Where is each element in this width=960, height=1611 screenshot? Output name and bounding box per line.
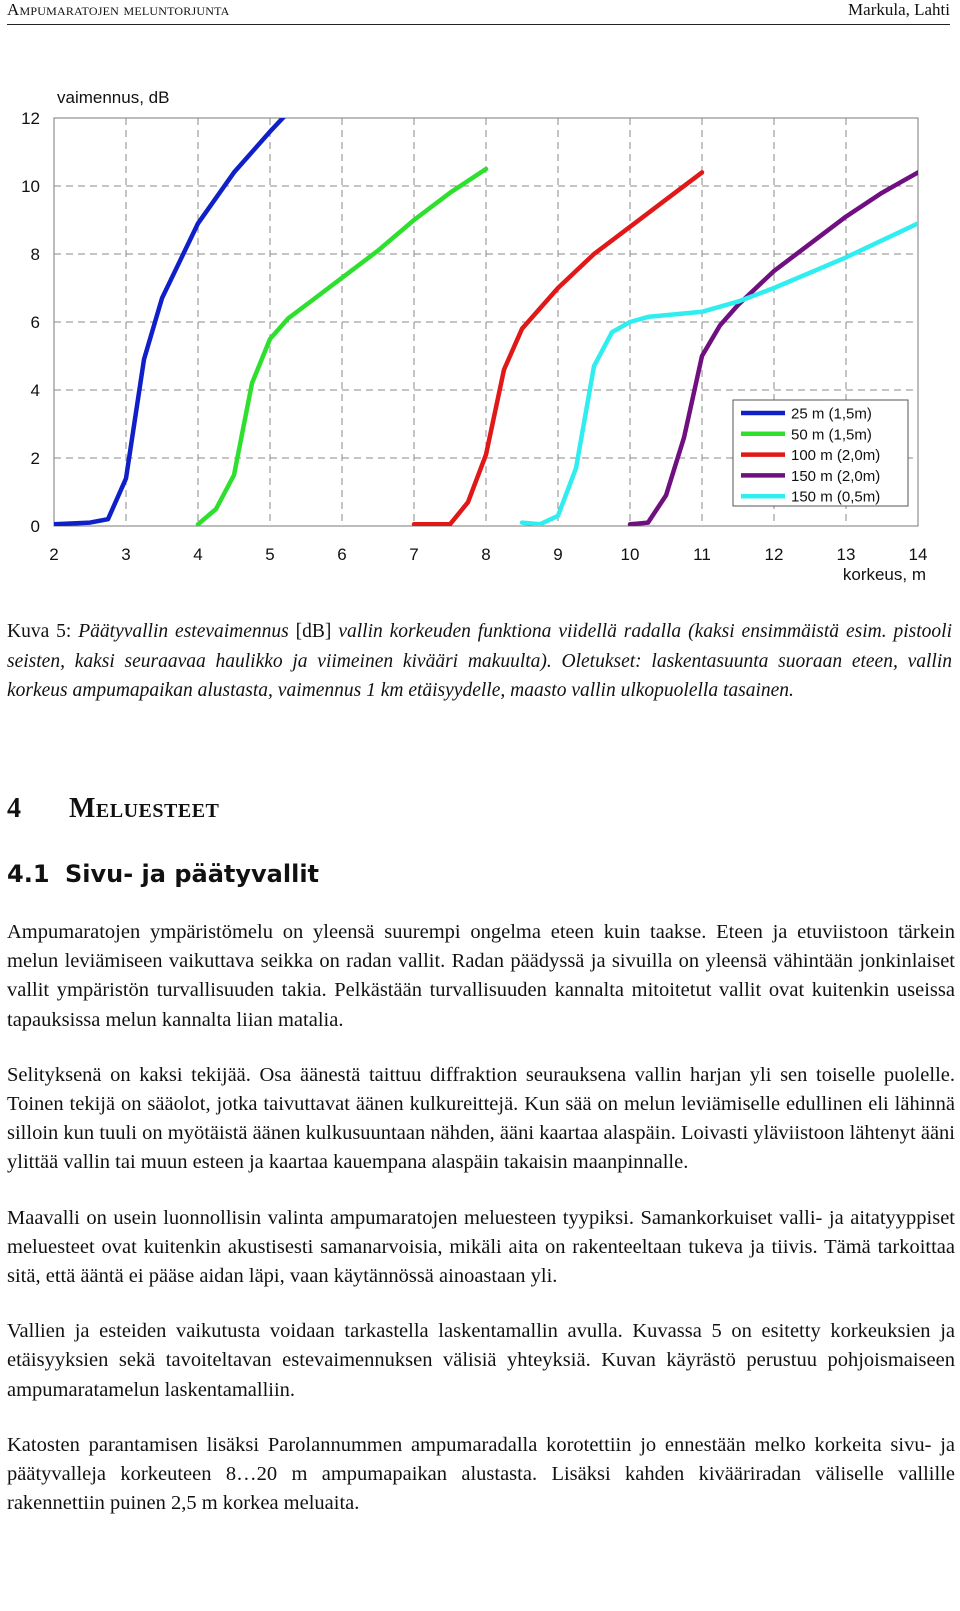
subsection-title: Sivu- ja päätyvallit: [65, 860, 320, 888]
x-tick-label: 5: [265, 545, 275, 564]
x-tick-label: 7: [409, 545, 419, 564]
figure-caption: [7, 617, 952, 706]
caption-label: Kuva 5:: [7, 621, 79, 642]
x-tick-label: 8: [481, 545, 491, 564]
x-tick-label: 9: [553, 545, 563, 564]
caption-text-1: Päätyvallin estevaimennus: [78, 621, 296, 642]
caption-text-2: vallin korkeuden funktiona viidellä radalla (kaksi ensimmäistä esim. pistooli seisten, kaksi seuraavaa haulikko ja viimeinen kivääri makuulta). Oletukset: laskentasuunta suoraan eteen, vallin korkeus ampumapaikan alustasta, vaimennus 1 km etäisyydelle, maasto vallin ulkopuolella tasainen.: [7, 621, 953, 701]
legend-label: 50 m (1,5m): [791, 426, 872, 444]
paragraph: Selityksenä on kaksi tekijää. Osa äänestä taittuu diffraktion seurauksena vallin harjan yli sen toiselle puolelle. Toinen tekijä on sääolot, jotka taivuttavat äänen kulkureittejä. Kun sää on melun leviämiselle edullinen eli lähinnä silloin kun tuuli on myötäistä äänen kulkusuuntaan nähden, ääni kaartaa alaspäin. Loivasti yläviistoon lähtenyt ääni ylittää vallin tai muun esteen ja kaartaa kauempana alaspäin takaisin maanpinnalle.: [7, 1063, 955, 1174]
y-tick-label: 4: [30, 381, 40, 400]
x-tick-label: 10: [620, 545, 640, 564]
legend-label: 150 m (2,0m): [791, 467, 881, 485]
y-tick-label: 6: [30, 313, 40, 332]
y-tick-labels: [21, 109, 40, 536]
y-tick-label: 12: [21, 109, 40, 128]
section-title: Meluesteet: [69, 793, 220, 824]
x-tick-label: 12: [764, 545, 784, 564]
x-tick-label: 3: [121, 545, 131, 564]
y-tick-label: 0: [30, 517, 40, 536]
caption-unit: [dB]: [295, 621, 332, 642]
subsection-number: 4.1: [7, 860, 50, 888]
running-authors: Markula, Lahti: [848, 0, 950, 19]
x-tick-label: 14: [908, 545, 928, 564]
legend: [733, 400, 908, 506]
x-tick-label: 11: [693, 545, 711, 564]
section-number: 4: [7, 793, 22, 824]
paragraph: Maavalli on usein luonnollisin valinta ampumaratojen meluesteen tyypiksi. Samankorkuiset valli- ja aitatyyppiset meluesteet ovat kuitenkin akustisesti samanarvoisia, mikäli aita on rakenteeltaan tukeva ja tiivis. Tämä tarkoittaa sitä, että ääntä ei pääse aidan läpi, vaan käytännössä ainoastaan yli.: [7, 1206, 955, 1288]
header-rule: [7, 24, 950, 25]
running-title: Ampumaratojen meluntorjunta: [7, 0, 230, 19]
page-header: [7, 0, 950, 22]
x-tick-label: 13: [836, 545, 856, 564]
x-tick-label: 2: [49, 545, 59, 564]
legend-label: 150 m (0,5m): [791, 488, 881, 506]
y-tick-label: 8: [30, 245, 40, 264]
section-heading: [7, 793, 219, 825]
legend-label: 25 m (1,5m): [791, 405, 872, 423]
x-tick-label: 6: [337, 545, 347, 564]
body-text: [7, 918, 955, 1544]
y-tick-label: 10: [21, 177, 40, 196]
subsection-heading: [7, 860, 319, 888]
attenuation-chart: [0, 80, 960, 590]
x-tick-labels: [49, 545, 927, 564]
y-tick-label: 2: [30, 449, 40, 468]
x-axis-label: korkeus, m: [842, 565, 926, 584]
paragraph: Vallien ja esteiden vaikutusta voidaan tarkastella laskentamallin avulla. Kuvassa 5 on esitetty korkeuksien ja etäisyyksien sekä tavoiteltavan estevaimennuksen välisiä yhteyksiä. Kuvan käyrästö perustuu pohjoismaiseen ampumaratamelun laskentamalliin.: [7, 1320, 955, 1401]
legend-label: 100 m (2,0m): [791, 447, 881, 465]
paragraph: Ampumaratojen ympäristömelu on yleensä suurempi ongelma eteen kuin taakse. Eteen ja etuviistoon tärkein melun leviämiseen vaikuttava seikka on radan vallit. Radan päädyssä ja sivuilla on yleensä vähintään jonkinlaiset vallit ympäristön turvallisuuden takia. Pelkästään turvallisuuden kannalta mitoitetut vallit ovat kuitenkin useissa tapauksissa melun kannalta liian matalia.: [7, 921, 955, 1031]
y-axis-label: vaimennus, dB: [57, 88, 170, 107]
paragraph: Katosten parantamisen lisäksi Parolannummen ampumaradalla korotettiin jo ennestään melko korkeita sivu- ja päätyvalleja korkeuteen 8…20 m ampumapaikan alustasta. Lisäksi kahden kivääriradan väliselle vallille rakennettiin puinen 2,5 m korkea meluaita.: [7, 1433, 955, 1515]
x-tick-label: 4: [193, 545, 203, 564]
